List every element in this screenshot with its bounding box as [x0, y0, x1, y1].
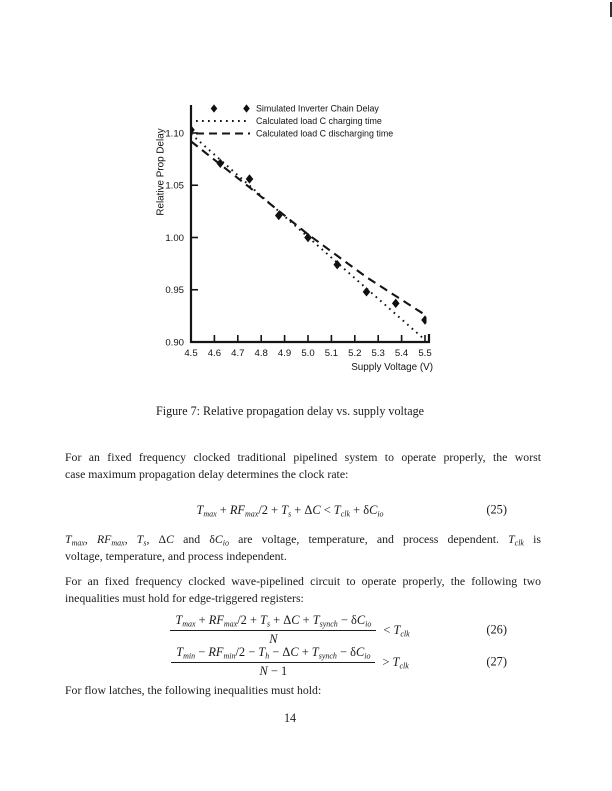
legend-entry-label: Calculated load C charging time — [256, 116, 382, 127]
x-tick-label: 4.6 — [207, 348, 222, 359]
paragraph-pipelined-system — [65, 449, 541, 483]
x-tick-label: 4.7 — [231, 348, 245, 359]
figure-caption: Figure 7: Relative propagation delay vs. supply voltage — [155, 404, 425, 418]
equation-27-denominator: N − 1 — [259, 664, 288, 678]
series-discharging-dashed-line — [191, 141, 425, 314]
data-point-diamond — [392, 299, 400, 308]
data-point-diamond — [421, 315, 429, 324]
data-point-diamond — [246, 174, 254, 183]
legend-diamond-marker — [211, 104, 218, 112]
x-tick-label: 5.5 — [418, 348, 432, 359]
equation-25 — [65, 498, 515, 522]
y-tick-label: 0.90 — [165, 337, 184, 349]
equation-26-numerator: $T_{max} + RF_{max}/2 + T_s + \Delta C + T_{synch} - \delta C_{io}$ — [170, 613, 376, 631]
y-tick-label: 0.95 — [165, 285, 184, 297]
y-tick-label: 1.10 — [165, 128, 184, 140]
chart-series — [187, 125, 429, 340]
x-tick-label: 4.5 — [184, 348, 198, 359]
equation-25-number: (25) — [486, 502, 507, 517]
x-tick-label: 5.0 — [301, 348, 315, 359]
x-axis-label: Supply Voltage (V) — [351, 362, 433, 373]
text-line: $T_{max}$, $RF_{max}$, $T_s$, ΔC and $\delta C_{io}$ are voltage, temperature, and process dependent. $T_{clk}$ is — [65, 532, 541, 548]
equation-25-body: $T_{max} + RF_{max}/2 + T_s + \Delta C < T_{clk} + \delta C_{io}$ — [196, 502, 384, 519]
axes — [191, 105, 429, 342]
paragraph-wave-pipelined — [65, 573, 541, 607]
equation-27-fraction — [171, 645, 375, 679]
equation-27-numerator: $T_{min} - RF_{min}/2 - T_h - \Delta C + T_{synch} - \delta C_{io}$ — [171, 645, 375, 663]
x-tick-label: 4.9 — [277, 348, 292, 359]
text-line: case maximum propagation delay determines the clock rate: — [65, 467, 349, 481]
x-tick-label: 5.1 — [324, 348, 339, 359]
x-tick-label: 5.3 — [371, 348, 385, 359]
paragraph-flow-latches — [65, 682, 541, 699]
text-line: For an fixed frequency clocked traditional pipelined system to operate properly, the worst — [65, 450, 541, 464]
data-point-diamond — [363, 287, 371, 296]
legend-entry-label: Calculated load C discharging time — [256, 128, 394, 139]
paragraph-dependencies — [65, 531, 541, 565]
x-tick-label: 5.2 — [348, 348, 362, 359]
x-tick-label: 4.8 — [254, 348, 268, 359]
page-number: 14 — [283, 711, 297, 725]
equation-27-number: (27) — [486, 654, 507, 669]
text-line: For flow latches, the following inequalities must hold: — [65, 683, 322, 697]
legend-entry-label: Simulated Inverter Chain Delay — [256, 103, 379, 114]
text-line: inequalities must hold for edge-triggered registers: — [65, 591, 304, 605]
legend-diamond-marker — [243, 104, 250, 112]
text-line: For an fixed frequency clocked wave-pipelined circuit to operate properly, the following two — [65, 574, 541, 588]
x-tick-label: 5.4 — [394, 348, 409, 359]
equation-27 — [65, 641, 515, 683]
y-tick-label: 1.00 — [165, 232, 184, 244]
equation-26-denominator: N — [269, 632, 278, 646]
y-tick-label: 1.05 — [165, 180, 184, 192]
equation-26-relation: < $T_{clk}$ — [383, 622, 410, 639]
equation-26-number: (26) — [486, 622, 507, 637]
text-line: voltage, temperature, and process independent. — [65, 549, 287, 563]
equation-27-relation: > $T_{clk}$ — [382, 654, 409, 671]
y-axis-label: Relative Prop Delay — [155, 128, 167, 216]
